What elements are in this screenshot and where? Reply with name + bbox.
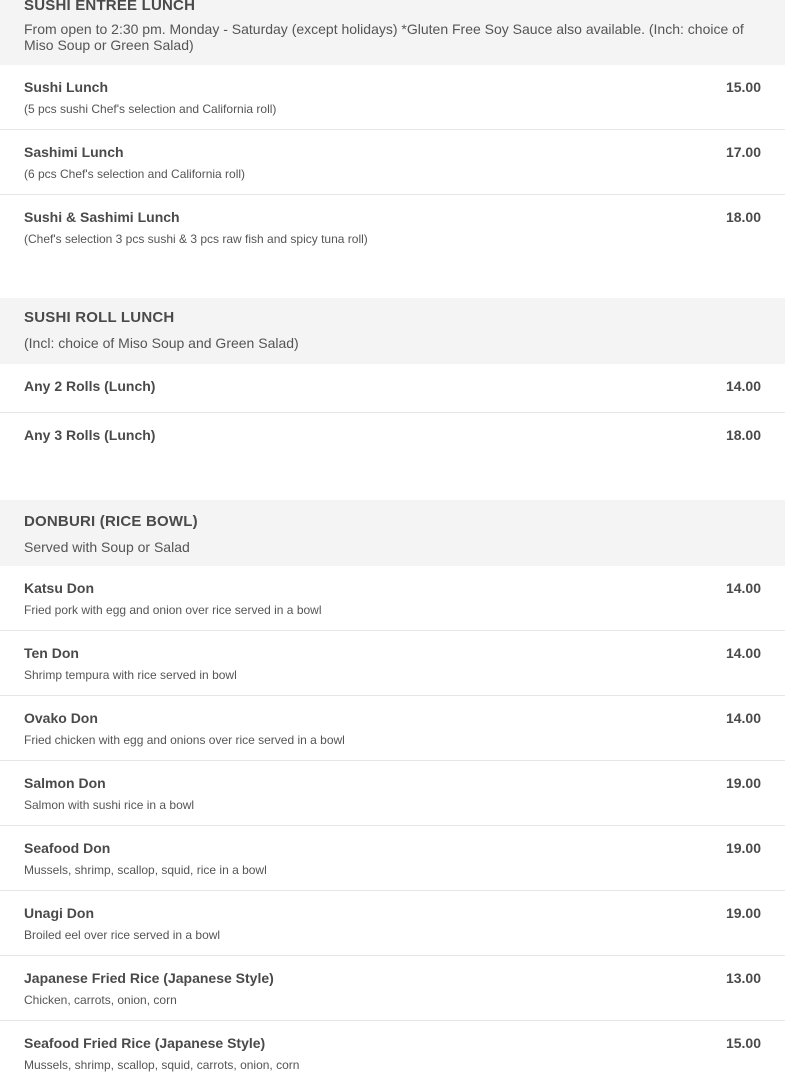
item-description: Shrimp tempura with rice served in bowl xyxy=(24,668,237,682)
item-name: Unagi Don xyxy=(24,905,94,921)
item-price: 14.00 xyxy=(725,580,761,596)
section-title: SUSHI ROLL LUNCH xyxy=(24,309,175,326)
item-name: Any 2 Rolls (Lunch) xyxy=(24,378,156,394)
item-description: (5 pcs sushi Chef's selection and California roll) xyxy=(24,102,277,116)
item-description: Fried chicken with egg and onions over rice served in a bowl xyxy=(24,733,345,747)
item-name: Ovako Don xyxy=(24,710,98,726)
item-name: Seafood Don xyxy=(24,840,111,856)
item-name: Japanese Fried Rice (Japanese Style) xyxy=(24,970,274,986)
item-description: Mussels, shrimp, scallop, squid, carrots, onion, corn xyxy=(24,1058,300,1072)
menu-item-any-2-rolls[interactable] xyxy=(0,364,785,413)
section-sushi-roll-lunch xyxy=(0,298,785,500)
section-description: (Incl: choice of Miso Soup and Green Salad) xyxy=(24,335,299,351)
item-description: Fried pork with egg and onion over rice served in a bowl xyxy=(24,603,322,617)
item-description: Mussels, shrimp, scallop, squid, rice in a bowl xyxy=(24,863,267,877)
item-price: 14.00 xyxy=(725,378,761,394)
menu-item-unagi-don[interactable] xyxy=(0,891,785,956)
item-price: 19.00 xyxy=(725,840,761,856)
menu-item-sushi-sashimi-lunch[interactable] xyxy=(0,195,785,260)
section-description: From open to 2:30 pm. Monday - Saturday (except holidays) *Gluten Free Soy Sauce also available. (Inch: choice of Miso Soup or Green Salad) xyxy=(24,21,744,53)
menu-item-salmon-don[interactable] xyxy=(0,761,785,826)
item-price: 18.00 xyxy=(725,427,761,443)
item-name: Seafood Fried Rice (Japanese Style) xyxy=(24,1035,266,1051)
section-description: Served with Soup or Salad xyxy=(24,539,190,555)
item-description: Chicken, carrots, onion, corn xyxy=(24,993,177,1007)
section-donburi xyxy=(0,500,785,1086)
item-price: 17.00 xyxy=(725,144,761,160)
section-header xyxy=(0,0,785,65)
menu-item-seafood-don[interactable] xyxy=(0,826,785,891)
item-name: Salmon Don xyxy=(24,775,106,791)
item-description: Salmon with sushi rice in a bowl xyxy=(24,798,195,812)
menu-item-seafood-fried-rice[interactable] xyxy=(0,1021,785,1086)
item-price: 15.00 xyxy=(725,79,761,95)
item-price: 15.00 xyxy=(725,1035,761,1051)
menu-item-ten-don[interactable] xyxy=(0,631,785,696)
item-name: Sushi Lunch xyxy=(24,79,108,95)
section-header xyxy=(0,500,785,566)
section-header xyxy=(0,298,785,364)
menu-item-japanese-fried-rice[interactable] xyxy=(0,956,785,1021)
item-price: 14.00 xyxy=(725,645,761,661)
menu-item-any-3-rolls[interactable] xyxy=(0,413,785,462)
menu-item-sushi-lunch[interactable] xyxy=(0,65,785,130)
item-description: Broiled eel over rice served in a bowl xyxy=(24,928,221,942)
item-name: Sashimi Lunch xyxy=(24,144,124,160)
item-price: 19.00 xyxy=(725,775,761,791)
item-price: 19.00 xyxy=(725,905,761,921)
item-name: Sushi & Sashimi Lunch xyxy=(24,209,180,225)
section-title: DONBURI (RICE BOWL) xyxy=(24,513,198,530)
menu-item-katsu-don[interactable] xyxy=(0,566,785,631)
item-description: (Chef's selection 3 pcs sushi & 3 pcs raw fish and spicy tuna roll) xyxy=(24,232,368,246)
item-price: 18.00 xyxy=(725,209,761,225)
item-name: Katsu Don xyxy=(24,580,94,596)
section-spacer xyxy=(0,260,785,298)
item-price: 14.00 xyxy=(725,710,761,726)
menu-item-sashimi-lunch[interactable] xyxy=(0,130,785,195)
section-spacer xyxy=(0,462,785,500)
item-name: Ten Don xyxy=(24,645,79,661)
item-name: Any 3 Rolls (Lunch) xyxy=(24,427,156,443)
item-price: 13.00 xyxy=(725,970,761,986)
item-description: (6 pcs Chef's selection and California roll) xyxy=(24,167,246,181)
section-sushi-entree-lunch xyxy=(0,0,785,298)
section-title: SUSHI ENTREE LUNCH xyxy=(24,0,196,14)
menu-item-ovako-don[interactable] xyxy=(0,696,785,761)
